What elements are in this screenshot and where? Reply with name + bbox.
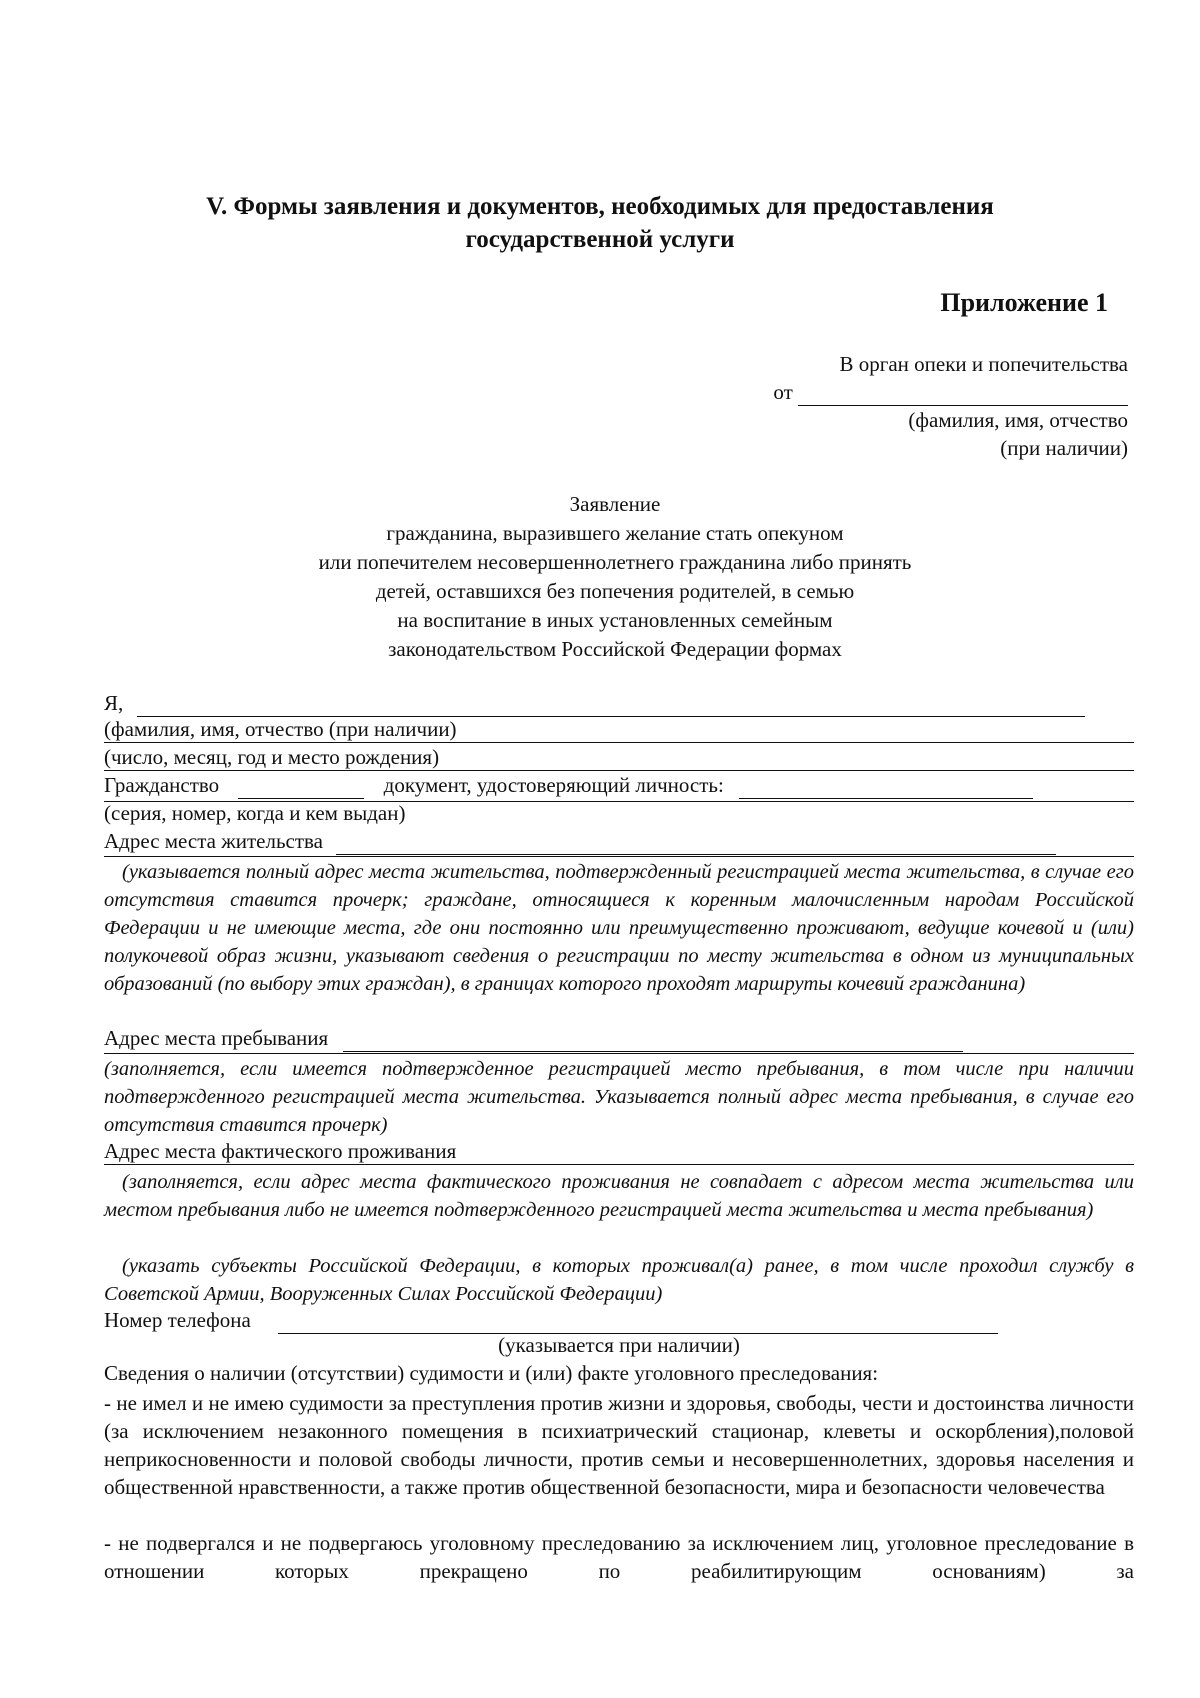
statement-title — [150, 490, 1080, 664]
actual-residence-row[interactable] — [104, 1139, 1134, 1165]
addressee-from-row — [773, 380, 1128, 406]
citizenship-row — [104, 773, 1134, 799]
statement-word: Заявление — [569, 492, 661, 516]
fio-caption: (фамилия, имя, отчество (при наличии) — [104, 717, 1134, 743]
statement-line: на воспитание в иных установленных семейным — [397, 608, 833, 632]
i-row — [104, 691, 1134, 717]
from-label: от — [773, 380, 793, 404]
residence-note: (указывается полный адрес места жительства, подтвержденный регистрацией места жительства, в случае его отсутствия ставится прочерк; граждане, относящиеся к коренным малочисленным народам Российской Федерации и не имеющие места, где они постоянно или преимущественно проживают, ведущие кочевой и (или) полукочевой образ жизни, указывают сведения о регистрации по месту жительства в одном из муниципальных образований (по выбору этих граждан), в границах которого проходят маршруты кочевий гражданина) — [104, 861, 1134, 995]
phone-label: Номер телефона — [104, 1308, 251, 1332]
statement-line: или попечителем несовершеннолетнего гражданина либо принять — [318, 550, 912, 574]
phone-row — [104, 1308, 1134, 1334]
statement-line: гражданина, выразившего желание стать опекуном — [386, 521, 844, 545]
residence-field[interactable] — [336, 829, 1056, 855]
i-label: Я, — [104, 691, 124, 715]
criminal-item-2: - не подвергался и не подвергаюсь уголовному преследованию за исключением лиц, уголовное преследование в отношении которых прекращено по реабилитирующим основаниям) за — [104, 1531, 1134, 1583]
from-name-field[interactable] — [798, 380, 1128, 406]
statement-line: детей, оставшихся без попечения родителей, в семью — [375, 579, 855, 603]
phone-caption: (указывается при наличии) — [498, 1333, 740, 1357]
actual-residence-note: (заполняется, если адрес места фактического проживания не совпадает с адресом места жительства или местом пребывания либо не имеется подтвержденного регистрацией места жительства и места пребывания) — [104, 1171, 1134, 1221]
criminal-header: Сведения о наличии (отсутствии) судимости и (или) факте уголовного преследования: — [104, 1361, 879, 1385]
birth-caption: (число, месяц, год и место рождения) — [104, 745, 1134, 771]
id-document-field[interactable] — [739, 773, 1033, 799]
appendix-label: Приложение 1 — [940, 288, 1108, 317]
stay-note: (заполняется, если имеется подтвержденное регистрацией место пребывания, в том числе при наличии подтвержденного регистрацией места жительства. Указывается полный адрес места пребывания, в случае его отсутствия ставится прочерк) — [104, 1058, 1134, 1136]
residence-label: Адрес места жительства — [104, 829, 323, 853]
citizenship-label: Гражданство — [104, 773, 220, 797]
stay-field[interactable] — [343, 1026, 963, 1052]
residence-line — [104, 855, 1134, 857]
criminal-item-1: - не имел и не имею судимости за преступления против жизни и здоровья, свободы, чести и достоинства личности (за исключением незаконного помещения в психиатрический стационар, клеветы и оскорбления),половой неприкосновенности и половой свободы личности, против семьи и несовершеннолетних, здоровья населения и общественной нравственности, а также против общественной безопасности, мира и безопасности человечества — [104, 1391, 1134, 1499]
stay-label: Адрес места пребывания — [104, 1026, 329, 1050]
stay-line — [104, 1052, 1134, 1054]
full-name-field[interactable] — [137, 691, 1085, 717]
phone-field[interactable] — [278, 1308, 998, 1334]
id-document-label: документ, удостоверяющий личность: — [383, 773, 724, 797]
statement-line: законодательством Российской Федерации формах — [388, 637, 842, 661]
section-heading-line-2: государственной услуги — [465, 226, 735, 253]
stay-row — [104, 1026, 1134, 1052]
section-heading-line-1: V. Формы заявления и документов, необходимых для предоставления — [206, 193, 994, 220]
fio-hint-2: (при наличии) — [1000, 436, 1128, 460]
actual-residence-label: Адрес места фактического проживания — [104, 1139, 457, 1163]
addressee-organ: В орган опеки и попечительства — [839, 352, 1128, 376]
regions-note: (указать субъекты Российской Федерации, в которых проживал(а) ранее, в том числе проходил службу в Советской Армии, Вооруженных Силах Российской Федерации) — [104, 1255, 1134, 1305]
fio-hint-1: (фамилия, имя, отчество — [908, 408, 1128, 432]
citizenship-field[interactable] — [238, 773, 364, 799]
document-caption: (серия, номер, когда и кем выдан) — [104, 801, 406, 825]
residence-row — [104, 829, 1134, 855]
